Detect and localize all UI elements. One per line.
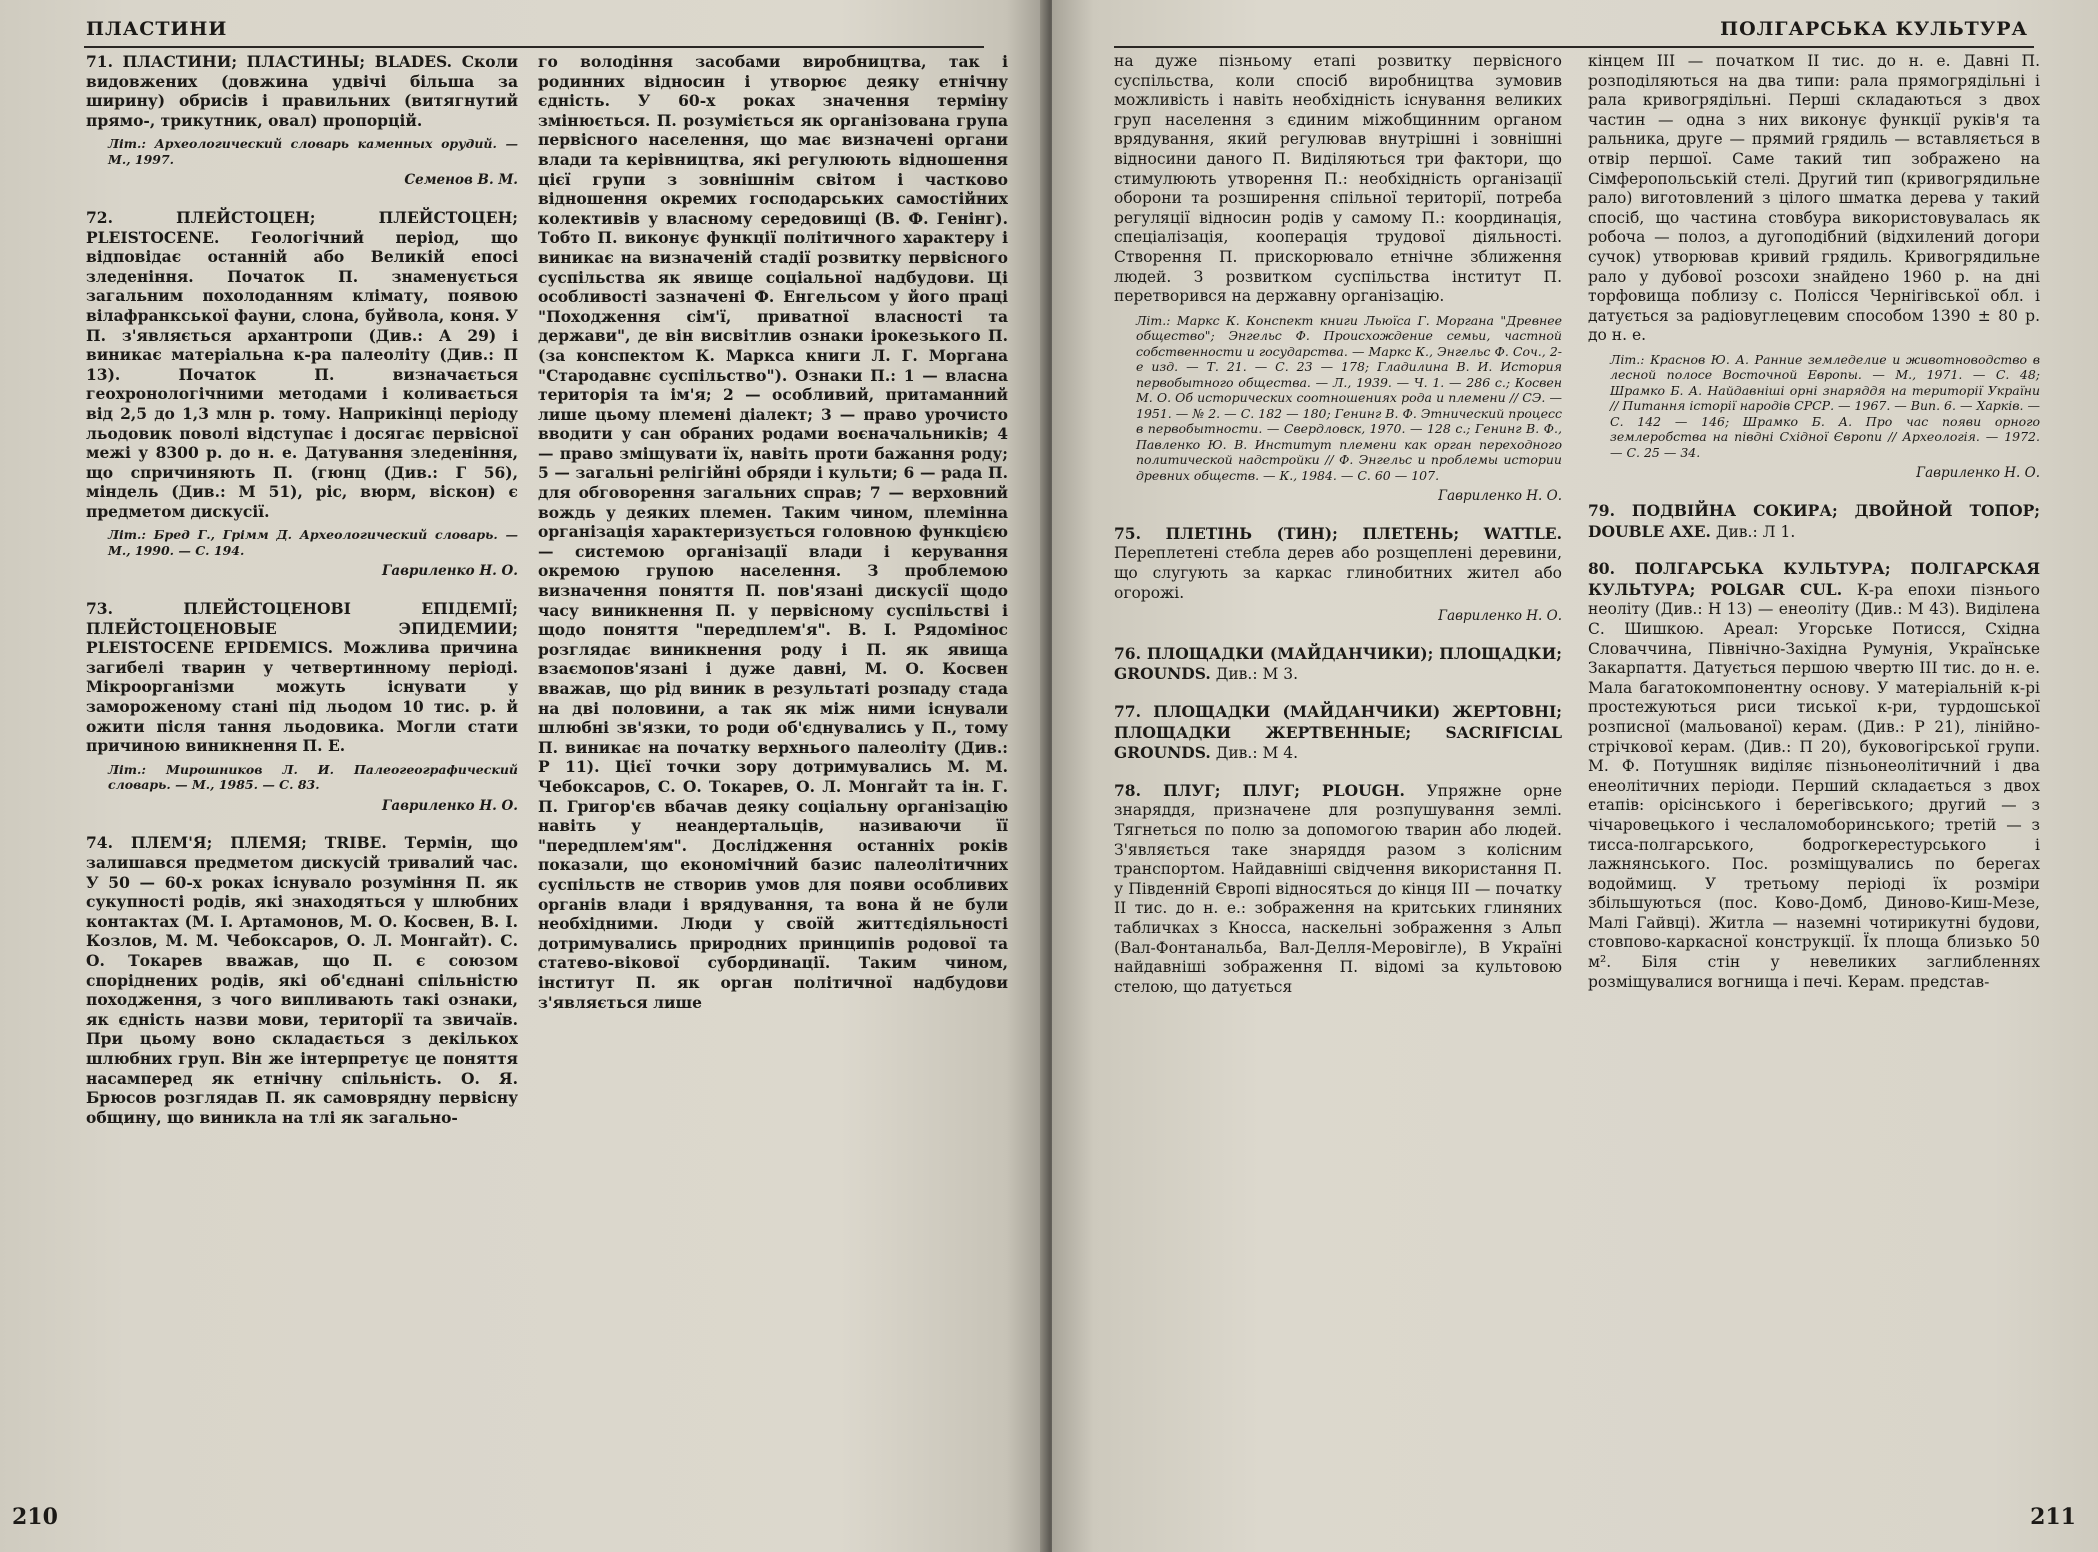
page-number-right: 211 — [2030, 1504, 2076, 1530]
entry-71 — [86, 52, 518, 191]
entry-text: К-ра епохи пізнього неоліту (Див.: Н 13) — енеоліту (Див.: М 43). Виділена С. Шишкою. Ареал: Угорське Потисся, Східна Словаччина, Північно-Західна Румунія, Українське Закарпаття. Датується першою чвертю III тис. до н. е. Мала багатокомпонентну основу. У матеріальній к-рі простежуються риси тиської к-ри, турдошської розписної (мальованої) керам. (Див.: Р 21), лінійно-стрічкової керам. (Див.: П 20), буковогірської групи. М. Ф. Потушняк виділяє пізньонеолітичний і два енеолітичних періоди. Перший складається з двох етапів: орісінського і берегівського; другий — з чічаровецького і чеслаломоборинського; третій — з тисса-полгарського, бодрогкерестурського і лажнянського. Пос. розміщувались по берегах водоймищ. У третьому періоді їх розміри збільшуються (пос. Ково-Домб, Диново-Киш-Мезе, Малі Гайвці). Житла — наземні чотирикутні будови, стовпово-каркасної конструкції. Їх площа близько 50 м². Біля стін у невеликих заглибленнях розміщувалися вогнища і печі. Керам. представ- — [1588, 580, 2040, 991]
entry-text: Див.: Л 1. — [1715, 522, 1796, 541]
entry-text: го володіння засобами виробництва, так і родинних відносин і утворює деяку етнічну єдність. У 60-х роках значення терміну змінюється. П. розуміється як організована група первісного населення, що має визначені органи влади та керівництва, які регулюють відношення цієї групи з зовнішнім світом і частково відношення окремих господарських самостійних колективів у власному середовищі (В. Ф. Генінг). Тобто П. виконує функції політичного характеру і виникає на визначеній стадії розвитку первісного суспільства як явище соціальної надбудови. Ці особливості зазначені Ф. Енгельсом у його праці "Походження сім'ї, приватної власності та держави", де він висвітлив ознаки ірокезького П. (за конспектом К. Маркса книги Л. Г. Моргана "Стародавнє суспільство"). Ознаки П.: 1 — власна територія та ім'я; 2 — особливий, притаманний лише цьому племені діалект; 3 — право урочисто вводити у сан обраних родами воєначальників; 4 — право зміщувати їх, навіть проти бажання роду; 5 — загальні релігійні обряди і культи; 6 — рада П. для обговорення загальних справ; 7 — верховний вождь у деяких племен. Таким чином, племінна організація характеризується головною функцією — системою організації влади і керування окремою групою населення. З проблемою визначення поняття П. пов'язані дискусії щодо часу виникнення П. у первісному суспільстві і щодо поняття "передплем'я". В. І. Рядомінос розглядає виникнення роду і П. як явища взаємопов'язані і дуже давні, М. О. Косвен вважав, що рід виник в результаті розпаду стада на дві половини, а так як між ними існували шлюбні зв'язки, то роди об'єднувались у П., тому П. виникає на початку верхнього палеоліту (Див.: Р 11). Цієї точки зору дотримувались М. М. Чебоксаров, С. О. Токарев, О. Л. Монгайт та ін. Г. П. Григор'єв вбачав деяку соціальну організацію навіть у неандертальців, називаючи її "передплем'ям". Дослідження останніх років показали, що економічний базис палеолітичних суспільств не створив умов для появи особливих органів влади і врядування, та вона й не були необхідними. Люди у своїй життєдіяльності дотримувались природних принципів родової та статево-вікової субординації. Таким чином, інститут П. як орган політичної надбудови з'являється лише — [538, 52, 1008, 1012]
entry-text: кінцем III — початком II тис. до н. е. Давні П. розподіляються на два типи: рала прямогрядільні і рала кривогрядільні. Перші складаються з двох частин — одна з них виконує функції руків'я та ральника, друге — прямий грядиль — вставляється в отвір першої. Саме такий тип зображено на Сімферопольській стелі. Другий тип (кривогрядильне рало) виготовлений з цілого шматка дерева у такий спосіб, що частина стовбура використовувалась як робоча — полоз, а дугоподібний (відхилений догори сучок) утворював кривий грядиль. Кривогрядильне рало у дубової розсохи знайдено 1960 р. на дні торфовища поблизу с. Полісся Чернігівської обл. і датується за радіовуглецевим способом 1390 ± 80 р. до н. е. — [1588, 52, 2040, 345]
header-rule — [1114, 46, 2034, 48]
entry-text: Див.: М 4. — [1215, 744, 1299, 763]
entry-80 — [1588, 559, 2040, 992]
right-column-1 — [1114, 52, 1562, 1512]
entry-text: на дуже пізньому етапі розвитку первісного суспільства, коли спосіб виробництва зумовив можливість і навіть необхідність існування великих груп населення з єдиним міжобщинним органом врядування, який регулював внутрішні і зовнішні відносини даного П. Виділяються три фактори, що стимулюють утворення П.: необхідність організації оборони та розширення спільної території, потреба регуляції відносин родів у самому П.: координація, спеціалізація, кооперація трудової діяльності. Створення П. прискорювало етнічне зближення людей. З розвитком суспільства інститут П. перетворився на державну організацію. — [1114, 52, 1562, 306]
entry-literature: Літ.: Краснов Ю. А. Ранние земледелие и животноводство в лесной полосе Восточной Европы. — М., 1971. — С. 48; Шрамко Б. А. Найдавніші орні знаряддя на території України // Питання історії народів СРСР. — 1967. — Вип. 6. — Харків. — С. 142 — 146; Шрамко Б. А. Про час появи орного землеробства на півдні Східної Європи // Археологія. — 1972. — С. 25 — 34. — [1610, 351, 2040, 460]
entry-74-continued — [538, 52, 1008, 1012]
left-column-1 — [86, 52, 518, 1512]
entry-head: 79. ПОДВІЙНА СОКИРА; ДВОЙНОЙ ТОПОР; DOUBLE AXE. — [1588, 501, 2040, 541]
entry-author: Семенов В. М. — [404, 172, 518, 189]
entry-author: Гавриленко Н. О. — [1438, 488, 1562, 505]
entry-literature: Літ.: Маркс К. Конспект книги Льюїса Г. Моргана "Древнее общество"; Энгельс Ф. Происхождение семьи, частной собственности и государства. — Маркс К., Энгельс Ф. Соч., 2-е изд. — Т. 21. — С. 23 — 178; Гладилина В. И. История первобытного общества. — Л., 1939. — Ч. 1. — 286 с.; Косвен М. О. Об исторических соотношениях рода и племени // СЭ. — 1951. — № 2. — С. 182 — 180; Генинг В. Ф. Этнический процесс в первобытности. — Свердловск, 1970. — 128 с.; Генинг В. Ф., Павленко Ю. В. Институт племени как орган переходного политической надстройки // Ф. Энгельс и проблемы истории древних обществ. — К., 1984. — С. 60 — 107. — [1136, 312, 1562, 483]
entry-head: 71. ПЛАСТИНИ; ПЛАСТИНЫ; BLADES. — [86, 52, 453, 71]
running-head-left: ПЛАСТИНИ — [86, 18, 228, 40]
entry-77 — [1114, 702, 1562, 764]
left-page — [0, 0, 1048, 1552]
entry-text: Геологічний період, що відповідає останній або Великій епосі зледеніння. Початок П. знаменується загальним похолоданням клімату, появою вілафранкської фауни, слона, буйвола, коня. У П. з'являється архантропи (Див.: А 29) і виникає матеріальна к-ра палеоліту (Див.: П 13). Початок П. визначається геохронологічними методами і коливається від 2,5 до 1,3 млн р. тому. Наприкінці періоду льодовик поволі відступає і досягає первісної межі у 8300 р. до н. е. Датування зледеніння, що спричиняють П. (гюнц (Див.: Г 56), міндель (Див.: М 51), ріс, вюрм, віскон) є предметом дискусії. — [86, 227, 518, 521]
right-column-2 — [1588, 52, 2040, 1512]
entry-78 — [1114, 781, 1562, 998]
entry-literature: Літ.: Бред Г., Грімм Д. Археологический словарь. — М., 1990. — С. 194. — [108, 527, 518, 558]
entry-head: 76. ПЛОЩАДКИ (МАЙДАНЧИКИ); ПЛОЩАДКИ; GROUNDS. — [1114, 643, 1562, 684]
entry-author: Гавриленко Н. О. — [1438, 608, 1562, 625]
entry-author: Гавриленко Н. О. — [1916, 465, 2040, 482]
entry-head: 77. ПЛОЩАДКИ (МАЙДАНЧИКИ) ЖЕРТОВНІ; ПЛОЩАДКИ ЖЕРТВЕННЫЕ; SACRIFICIAL GROUNDS. — [1114, 701, 1562, 763]
entry-head: 72. ПЛЕЙСТОЦЕН; ПЛЕЙСТОЦЕН; PLEISTOCENE. — [86, 207, 518, 247]
entry-text: Термін, що залишався предметом дискусій тривалий час. У 50 — 60-х роках існувало розуміння П. як сукупності родів, які знаходяться у шлюбних контактах (М. І. Артамонов, М. О. Косвен, В. І. Козлов, М. М. Чебоксаров, О. Л. Монгайт). С. О. Токарев вважав, що П. є союзом споріднених родів, які об'єднані спільністю походження, з чого випливають такі ознаки, як єдність назви мови, території та звичаїв. При цьому воно складається з декількох шлюбних груп. Він же інтерпретує це поняття насамперед як етнічну спільність. О. Я. Брюсов розглядав П. як самоврядну первісну общину, що виникла на тлі як загально- — [86, 833, 518, 1127]
left-column-2 — [538, 52, 1008, 1512]
entry-79 — [1588, 501, 2040, 542]
entry-text: Можлива причина загибелі тварин у четвертинному періоді. Мікроорганізми можуть існувати у замороженому стані під льодом 10 тис. р. й ожити після тання льодовика. Могли стати причиною виникнення П. Е. — [86, 638, 518, 756]
entry-78-continued — [1588, 52, 2040, 484]
entry-76 — [1114, 644, 1562, 685]
entry-text: Переплетені стебла дерев або розщеплені деревини, що слугують за каркас глинобитних жител або огорожі. — [1114, 544, 1562, 602]
entry-73 — [86, 599, 518, 816]
entry-head: 74. ПЛЕМ'Я; ПЛЕМЯ; TRIBE. — [86, 833, 387, 853]
running-head-right: ПОЛГАРСЬКА КУЛЬТУРА — [1720, 18, 2028, 40]
entry-text: Упряжне орне знаряддя, призначене для розпушування землі. Тягнеться по полю за допомогою тварин або людей. З'являється таке знаряддя разом з колісним транспортом. Найдавніші свідчення використання П. у Південній Європі відносяться до кінця III — початку II тис. до н. е.: зображення на критських глиняних табличках з Кносса, наскельні зображення з Альп (Вал-Фонтанальба, Вал-Делля-Меровігле), В Україні найдавніші зображення П. відомі за культовою стелою, що датується — [1114, 781, 1562, 996]
entry-text: Див.: М 3. — [1215, 665, 1299, 684]
entry-head: 80. ПОЛГАРСЬКА КУЛЬТУРА; ПОЛГАРСКАЯ КУЛЬТУРА; POLGAR CUL. — [1588, 559, 2040, 599]
entry-head: 78. ПЛУГ; ПЛУГ; PLOUGH. — [1114, 780, 1405, 800]
entry-literature: Літ.: Мирошников Л. И. Палеогеографический словарь. — М., 1985. — С. 83. — [108, 761, 518, 793]
header-rule — [84, 46, 984, 48]
page-number-left: 210 — [12, 1504, 58, 1530]
entry-text: Сколи видовжених (довжина удвічі більша за ширину) обрисів і правильних (витягнутий прямо-, трикутник, овал) пропорцій. — [86, 52, 518, 130]
entry-74 — [86, 833, 518, 1127]
right-page — [1052, 0, 2098, 1552]
entry-74-end — [1114, 52, 1562, 507]
entry-head: 73. ПЛЕЙСТОЦЕНОВІ ЕПІДЕМІЇ; ПЛЕЙСТОЦЕНОВЫЕ ЭПИДЕМИИ; PLEISTOCENE EPIDEMICS. — [86, 599, 518, 658]
entry-author: Гавриленко Н. О. — [382, 563, 518, 580]
entry-72 — [86, 208, 518, 582]
entry-head: 75. ПЛЕТІНЬ (ТИН); ПЛЕТЕНЬ; WATTLE. — [1114, 523, 1562, 543]
entry-author: Гавриленко Н. О. — [382, 797, 518, 814]
entry-75 — [1114, 524, 1562, 627]
entry-literature: Літ.: Археологический словарь каменных орудий. — М., 1997. — [108, 136, 518, 167]
